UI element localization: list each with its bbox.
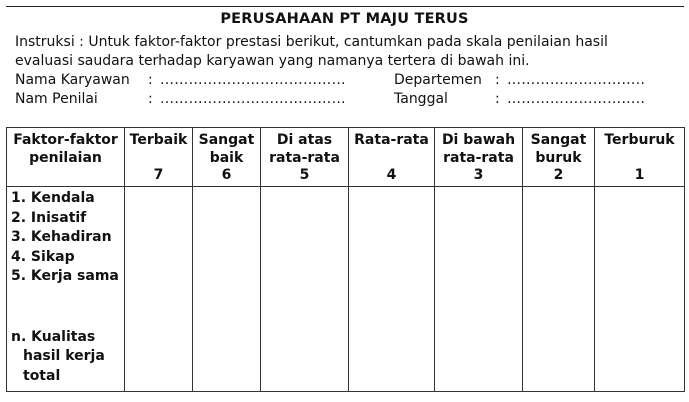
scale-label: Terburuk bbox=[604, 132, 675, 148]
scale-label: Sangat bbox=[198, 132, 255, 148]
instruction-line-1: Instruksi : Untuk faktor-faktor prestasi berikut, cantumkan pada skala penilaian hasil bbox=[15, 34, 608, 50]
scale-label-2: rata-rata bbox=[269, 150, 340, 166]
scale-number: 5 bbox=[299, 167, 310, 183]
factor-header bbox=[7, 128, 125, 187]
rating-cell-6[interactable] bbox=[193, 187, 261, 392]
scale-label-2: baik bbox=[209, 150, 244, 166]
department-label: Departemen bbox=[394, 72, 482, 88]
scale-header-5 bbox=[261, 128, 349, 187]
scale-label-2: buruk bbox=[535, 150, 582, 166]
scale-header-3 bbox=[435, 128, 523, 187]
final-factor-line-3: total bbox=[23, 367, 61, 384]
company-title: PERUSAHAAN PT MAJU TERUS bbox=[220, 11, 469, 27]
scale-number: 3 bbox=[473, 167, 484, 183]
scale-label: Di atas bbox=[276, 132, 333, 148]
date-colon: : bbox=[495, 91, 500, 107]
scale-header-7 bbox=[125, 128, 193, 187]
reviewer-name-colon: : bbox=[148, 91, 153, 107]
scale-header-1 bbox=[595, 128, 685, 187]
instruction-line-2: evaluasi saudara terhadap karyawan yang namanya tertera di bawah ini. bbox=[15, 53, 530, 69]
scale-number: 2 bbox=[553, 167, 564, 183]
scale-number: 1 bbox=[634, 167, 645, 183]
date-blank[interactable]: ……………………….. bbox=[507, 91, 646, 107]
reviewer-name-label: Nam Penilai bbox=[15, 91, 98, 107]
scale-header-2 bbox=[523, 128, 595, 187]
rating-table bbox=[6, 127, 685, 392]
instruction-text bbox=[15, 33, 608, 71]
scale-label: Rata-rata bbox=[354, 132, 429, 148]
final-factor-line-1: n. Kualitas bbox=[11, 328, 96, 345]
employee-name-field[interactable] bbox=[15, 72, 346, 88]
factor-header-line-1: Faktor-faktor bbox=[13, 132, 118, 148]
factor-item: 2. Inisatif bbox=[11, 209, 87, 226]
employee-name-label: Nama Karyawan bbox=[15, 72, 130, 88]
scale-header-6 bbox=[193, 128, 261, 187]
rating-cell-1[interactable] bbox=[595, 187, 685, 392]
scale-label: Terbaik bbox=[129, 132, 188, 148]
scale-label-2: rata-rata bbox=[443, 150, 514, 166]
date-field[interactable] bbox=[394, 91, 646, 107]
final-factor-line-2: hasil kerja bbox=[23, 348, 105, 364]
scale-number: 6 bbox=[221, 167, 232, 183]
top-rule bbox=[6, 6, 684, 7]
factor-item: 4. Sikap bbox=[11, 248, 75, 265]
reviewer-name-field[interactable] bbox=[15, 91, 346, 107]
scale-header-4 bbox=[349, 128, 435, 187]
scale-number: 7 bbox=[153, 167, 164, 183]
factor-item: 1. Kendala bbox=[11, 190, 95, 206]
factor-header-line-2: penilaian bbox=[29, 150, 102, 166]
factor-item: 3. Kehadiran bbox=[11, 229, 112, 245]
department-blank[interactable]: ……………………….. bbox=[507, 72, 646, 88]
scale-number: 4 bbox=[386, 167, 397, 183]
rating-cell-4[interactable] bbox=[349, 187, 435, 392]
rating-cell-3[interactable] bbox=[435, 187, 523, 392]
rating-cell-7[interactable] bbox=[125, 187, 193, 392]
employee-name-colon: : bbox=[148, 72, 153, 88]
department-field[interactable] bbox=[394, 72, 646, 88]
reviewer-name-blank[interactable]: ………………………………… bbox=[160, 91, 346, 107]
scale-label: Sangat bbox=[530, 132, 587, 148]
rating-cell-2[interactable] bbox=[523, 187, 595, 392]
employee-name-blank[interactable]: ………………………………… bbox=[160, 72, 346, 88]
table-header-row bbox=[7, 128, 685, 187]
table-body-row bbox=[7, 187, 685, 392]
date-label: Tanggal bbox=[394, 91, 448, 107]
factor-item: 5. Kerja sama bbox=[11, 268, 119, 284]
scale-label: Di bawah bbox=[441, 132, 516, 148]
factor-list-cell bbox=[7, 187, 125, 392]
department-colon: : bbox=[495, 72, 500, 88]
factor-list bbox=[7, 187, 124, 386]
rating-cell-5[interactable] bbox=[261, 187, 349, 392]
